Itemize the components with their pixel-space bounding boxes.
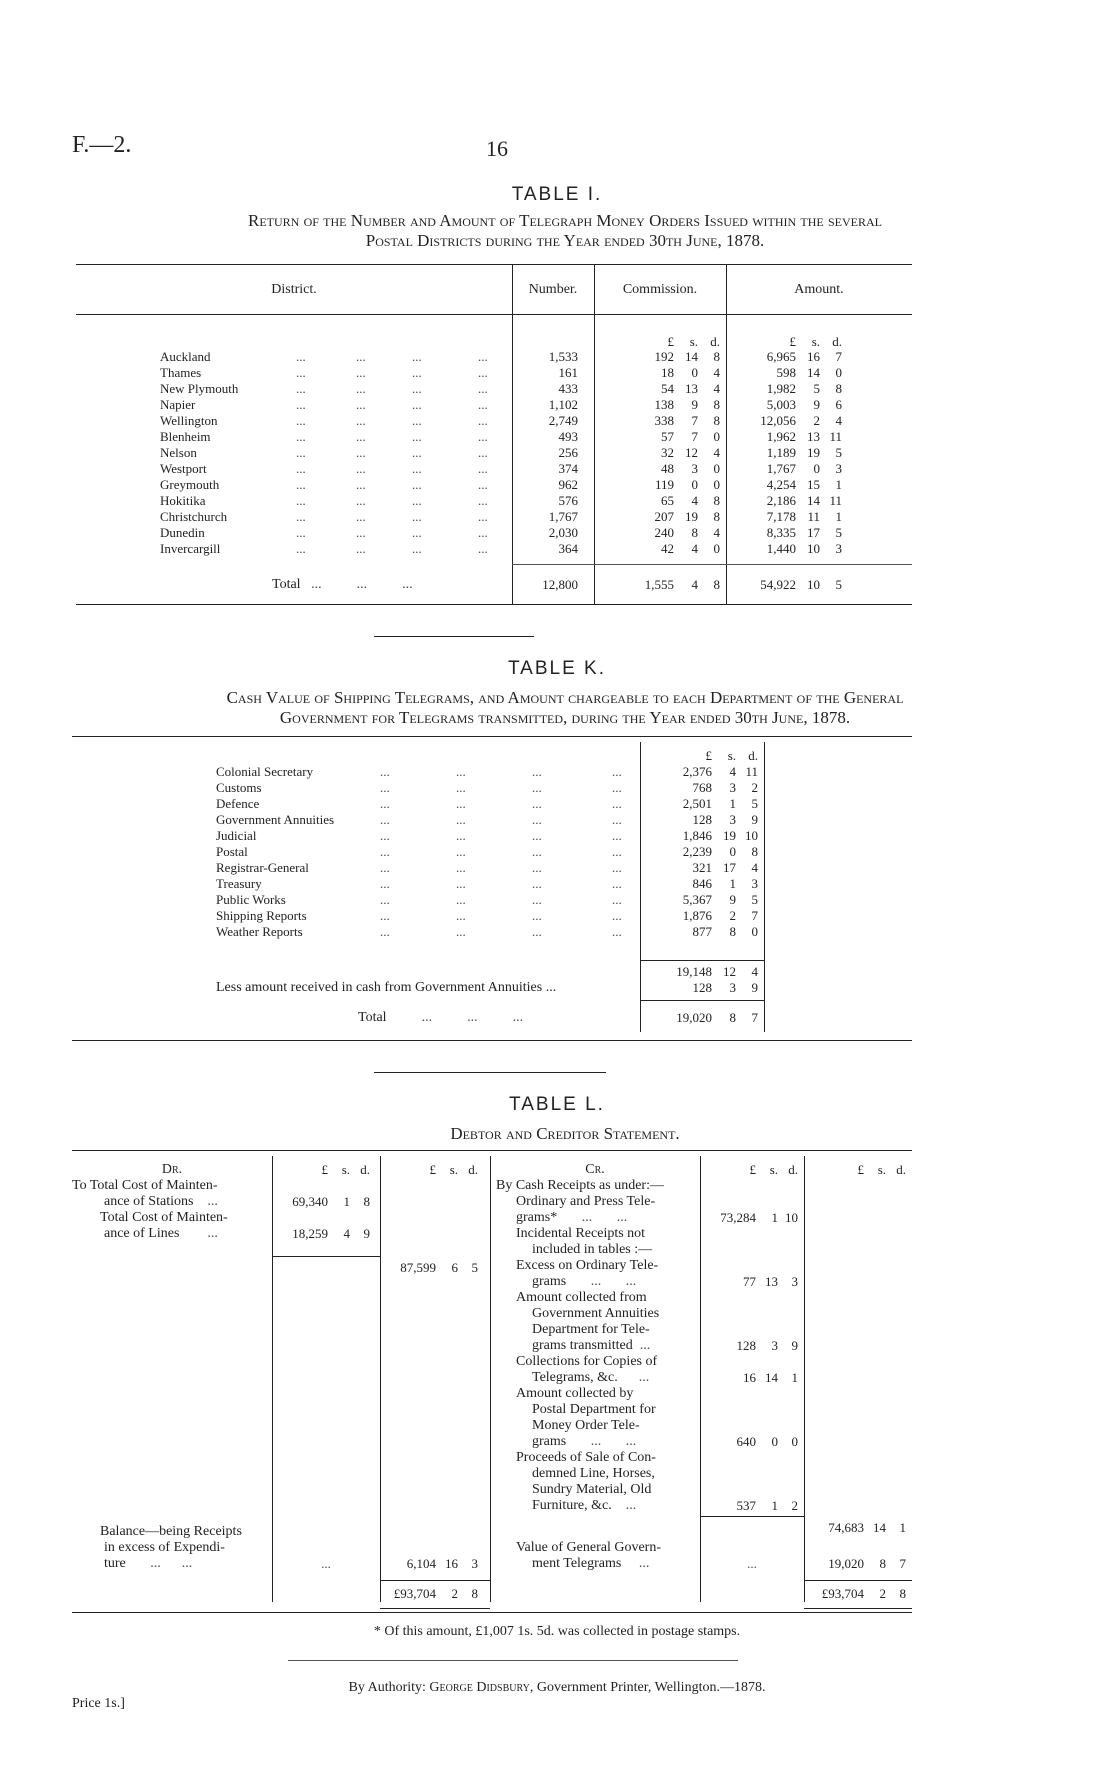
district-amount: 2,186 14 11 bbox=[766, 493, 842, 508]
cr-line-21: Furniture, &c. ... bbox=[532, 1498, 637, 1513]
leader-dots: ... bbox=[356, 381, 366, 396]
table-k-top-rule bbox=[72, 736, 912, 737]
table-i-total-label: Total ... ... ... bbox=[272, 577, 413, 592]
leader-dots: ... bbox=[380, 892, 390, 907]
cr-line-3: grams* ... ... bbox=[516, 1210, 628, 1225]
leader-dots: ... bbox=[456, 844, 466, 859]
cr-annuities-value: 128 3 9 bbox=[736, 1338, 798, 1353]
dr-stations-value: 69,340 1 8 bbox=[292, 1194, 370, 1209]
leader-dots: ... bbox=[380, 812, 390, 827]
table-l-rule-4 bbox=[700, 1156, 701, 1602]
leader-dots: ... bbox=[456, 876, 466, 891]
leader-dots: ... bbox=[612, 828, 622, 843]
department-name: Colonial Secretary bbox=[216, 764, 314, 779]
cr-line-9: Government Annuities bbox=[532, 1306, 660, 1321]
leader-dots: ... bbox=[532, 812, 542, 827]
department-name: Weather Reports bbox=[216, 924, 303, 939]
leader-dots: ... bbox=[412, 477, 422, 492]
table-l-rule-2 bbox=[380, 1156, 381, 1602]
imprint: By Authority: George Didsbury, Government Printer, Wellington.—1878. bbox=[348, 1680, 766, 1695]
header-number: Number. bbox=[528, 282, 578, 297]
district-amount: 8,335 17 5 bbox=[766, 525, 842, 540]
leader-dots: ... bbox=[412, 525, 422, 540]
leader-dots: ... bbox=[380, 924, 390, 939]
cr-col2-currency: £ s. d. bbox=[857, 1162, 906, 1177]
leader-dots: ... bbox=[532, 828, 542, 843]
leader-dots: ... bbox=[296, 461, 306, 476]
cr-copies-value: 16 14 1 bbox=[743, 1370, 798, 1385]
table-l-bottom-rule bbox=[72, 1612, 912, 1613]
department-name: Shipping Reports bbox=[216, 908, 307, 923]
department-value: 321 17 4 bbox=[692, 860, 758, 875]
district-amount: 12,056 2 4 bbox=[760, 413, 842, 428]
leader-dots: ... bbox=[612, 780, 622, 795]
department-value: 768 3 2 bbox=[692, 780, 758, 795]
table-k-col-rule-left bbox=[640, 742, 641, 1032]
district-commission: 65 4 8 bbox=[661, 493, 720, 508]
cr-total-rule bbox=[804, 1580, 912, 1581]
leader-dots: ... bbox=[296, 509, 306, 524]
leader-dots: ... bbox=[612, 796, 622, 811]
cr-line-18: Proceeds of Sale of Con- bbox=[516, 1450, 656, 1465]
leader-dots: ... bbox=[478, 509, 488, 524]
table-k-caption-line1: Cash Value of Shipping Telegrams, and Amount chargeable to each Department of the General bbox=[226, 688, 904, 707]
district-number: 364 bbox=[558, 541, 578, 556]
table-l-rule-5 bbox=[804, 1156, 805, 1602]
table-k-title: TABLE K. bbox=[507, 658, 606, 679]
leader-dots: ... bbox=[612, 876, 622, 891]
dr-line3: Total Cost of Mainten- bbox=[100, 1210, 228, 1225]
department-value: 5,367 9 5 bbox=[682, 892, 758, 907]
district-commission: 48 3 0 bbox=[661, 461, 720, 476]
leader-dots: ... bbox=[478, 397, 488, 412]
leader-dots: ... bbox=[456, 812, 466, 827]
district-name: Christchurch bbox=[160, 509, 228, 524]
leader-dots: ... bbox=[456, 780, 466, 795]
leader-dots: ... bbox=[412, 509, 422, 524]
district-name: Blenheim bbox=[160, 429, 211, 444]
imprint-rule bbox=[288, 1660, 738, 1661]
leader-dots: ... bbox=[532, 796, 542, 811]
leader-dots: ... bbox=[412, 413, 422, 428]
table-i-total-commission: 1,555 4 8 bbox=[644, 577, 720, 592]
leader-dots: ... bbox=[296, 541, 306, 556]
department-name: Judicial bbox=[216, 828, 257, 843]
district-amount: 598 14 0 bbox=[776, 365, 842, 380]
district-number: 1,102 bbox=[548, 397, 578, 412]
leader-dots: ... bbox=[296, 477, 306, 492]
leader-dots: ... bbox=[356, 429, 366, 444]
department-value: 128 3 9 bbox=[692, 812, 758, 827]
cr-heading: Cr. bbox=[585, 1162, 605, 1177]
table-l-footnote: * Of this amount, £1,007 1s. 5d. was collected in postage stamps. bbox=[373, 1624, 741, 1639]
district-amount: 1,982 5 8 bbox=[766, 381, 842, 396]
leader-dots: ... bbox=[412, 541, 422, 556]
leader-dots: ... bbox=[412, 493, 422, 508]
table-i-header-rule bbox=[76, 314, 912, 315]
table-l-title: TABLE L. bbox=[509, 1094, 605, 1115]
district-amount: 4,254 15 1 bbox=[766, 477, 842, 492]
district-commission: 207 19 8 bbox=[654, 509, 720, 524]
dr-balance-col1-dots: ... bbox=[321, 1556, 331, 1571]
leader-dots: ... bbox=[356, 413, 366, 428]
district-name: Invercargill bbox=[160, 541, 221, 556]
cr-line-11: grams transmitted ... bbox=[532, 1338, 651, 1353]
table-i-col-rule-2 bbox=[594, 264, 595, 604]
district-number: 2,749 bbox=[548, 413, 578, 428]
district-commission: 32 12 4 bbox=[661, 445, 720, 460]
table-k-less-label: Less amount received in cash from Government Annuities ... bbox=[216, 980, 557, 995]
district-amount: 1,767 0 3 bbox=[766, 461, 842, 476]
leader-dots: ... bbox=[412, 461, 422, 476]
district-name: Nelson bbox=[160, 445, 197, 460]
leader-dots: ... bbox=[412, 349, 422, 364]
header-commission: Commission. bbox=[622, 282, 698, 297]
dr-double-rule bbox=[380, 1608, 490, 1609]
table-i-total-amount: 54,922 10 5 bbox=[760, 577, 842, 592]
header-district: District. bbox=[271, 282, 317, 297]
cr-line-7: grams ... ... bbox=[532, 1274, 637, 1289]
district-name: Napier bbox=[160, 397, 196, 412]
dr-lines-value: 18,259 4 9 bbox=[292, 1226, 370, 1241]
leader-dots: ... bbox=[296, 445, 306, 460]
leader-dots: ... bbox=[612, 860, 622, 875]
department-name: Customs bbox=[216, 780, 262, 795]
district-number: 2,030 bbox=[548, 525, 578, 540]
table-l-rule-1 bbox=[272, 1156, 273, 1602]
table-i-total-rule bbox=[512, 564, 912, 565]
department-value: 1,846 19 10 bbox=[682, 828, 758, 843]
cr-gov-value: 19,020 8 7 bbox=[828, 1556, 906, 1571]
dr-col2-currency: £ s. d. bbox=[429, 1162, 478, 1177]
leader-dots: ... bbox=[380, 876, 390, 891]
cr-cash-total-value: 74,683 14 1 bbox=[828, 1520, 906, 1535]
leader-dots: ... bbox=[532, 844, 542, 859]
leader-dots: ... bbox=[356, 461, 366, 476]
dr-total-value: £93,704 2 8 bbox=[393, 1586, 478, 1601]
district-commission: 119 0 0 bbox=[654, 477, 720, 492]
cr-line-19: demned Line, Horses, bbox=[532, 1466, 655, 1481]
dr-balance-value: 6,104 16 3 bbox=[406, 1556, 478, 1571]
cr-line-10: Department for Tele- bbox=[532, 1322, 650, 1337]
leader-dots: ... bbox=[356, 541, 366, 556]
table-k-total-rule bbox=[640, 1000, 764, 1001]
leader-dots: ... bbox=[412, 397, 422, 412]
table-k-caption-line2: Government for Telegrams transmitted, during the Year ended 30th June, 1878. bbox=[279, 708, 851, 727]
cr-line-20: Sundry Material, Old bbox=[532, 1482, 652, 1497]
leader-dots: ... bbox=[356, 477, 366, 492]
department-name: Registrar-General bbox=[216, 860, 309, 875]
leader-dots: ... bbox=[456, 860, 466, 875]
leader-dots: ... bbox=[380, 780, 390, 795]
leader-dots: ... bbox=[456, 924, 466, 939]
leader-dots: ... bbox=[478, 525, 488, 540]
cr-double-rule bbox=[804, 1608, 912, 1609]
table-i-top-rule bbox=[76, 264, 912, 265]
district-commission: 42 4 0 bbox=[661, 541, 720, 556]
leader-dots: ... bbox=[478, 461, 488, 476]
cr-ordinary-value: 73,284 1 10 bbox=[720, 1210, 798, 1225]
leader-dots: ... bbox=[356, 525, 366, 540]
cr-line-15: Postal Department for bbox=[532, 1402, 656, 1417]
cr-gov-col1-dots: ... bbox=[747, 1556, 757, 1571]
leader-dots: ... bbox=[612, 844, 622, 859]
leader-dots: ... bbox=[296, 413, 306, 428]
district-number: 161 bbox=[558, 365, 578, 380]
district-commission: 138 9 8 bbox=[654, 397, 720, 412]
leader-dots: ... bbox=[412, 429, 422, 444]
district-amount: 5,003 9 6 bbox=[766, 397, 842, 412]
department-value: 2,501 1 5 bbox=[682, 796, 758, 811]
leader-dots: ... bbox=[456, 764, 466, 779]
dr-balance-line3: ture ... ... bbox=[104, 1556, 193, 1571]
leader-dots: ... bbox=[478, 381, 488, 396]
leader-dots: ... bbox=[356, 445, 366, 460]
leader-dots: ... bbox=[296, 525, 306, 540]
leader-dots: ... bbox=[478, 429, 488, 444]
district-number: 576 bbox=[558, 493, 578, 508]
dr-balance-line1: Balance—being Receipts bbox=[100, 1524, 242, 1539]
leader-dots: ... bbox=[478, 413, 488, 428]
cr-line-16: Money Order Tele- bbox=[532, 1418, 640, 1433]
department-name: Public Works bbox=[216, 892, 286, 907]
cr-line-13: Telegrams, &c. ... bbox=[532, 1370, 650, 1385]
district-number: 1,533 bbox=[548, 349, 578, 364]
district-number: 493 bbox=[558, 429, 578, 444]
district-commission: 18 0 4 bbox=[661, 365, 720, 380]
leader-dots: ... bbox=[380, 844, 390, 859]
leader-dots: ... bbox=[380, 764, 390, 779]
leader-dots: ... bbox=[456, 892, 466, 907]
district-amount: 1,189 19 5 bbox=[766, 445, 842, 460]
leader-dots: ... bbox=[296, 365, 306, 380]
dr-line4: ance of Lines ... bbox=[104, 1226, 218, 1241]
leader-dots: ... bbox=[296, 429, 306, 444]
leader-dots: ... bbox=[478, 477, 488, 492]
district-commission: 338 7 8 bbox=[654, 413, 720, 428]
cr-line-22: Value of General Govern- bbox=[516, 1540, 661, 1555]
leader-dots: ... bbox=[456, 828, 466, 843]
leader-dots: ... bbox=[532, 764, 542, 779]
leader-dots: ... bbox=[380, 860, 390, 875]
department-name: Defence bbox=[216, 796, 260, 811]
district-amount: 1,962 13 11 bbox=[766, 429, 842, 444]
leader-dots: ... bbox=[296, 349, 306, 364]
dr-line2: ance of Stations ... bbox=[104, 1194, 218, 1209]
department-value: 2,376 4 11 bbox=[682, 764, 758, 779]
department-name: Postal bbox=[216, 844, 248, 859]
table-k-less-value: 128 3 9 bbox=[692, 980, 758, 995]
cr-line-14: Amount collected by bbox=[516, 1386, 634, 1401]
cr-proceeds-value: 537 1 2 bbox=[736, 1498, 798, 1513]
district-name: Wellington bbox=[160, 413, 218, 428]
district-commission: 240 8 4 bbox=[654, 525, 720, 540]
dr-total-rule bbox=[380, 1580, 490, 1581]
district-number: 962 bbox=[558, 477, 578, 492]
page-number: 16 bbox=[486, 136, 508, 161]
table-i-title: TABLE I. bbox=[511, 184, 603, 205]
table-k-bottom-rule bbox=[72, 1040, 912, 1041]
table-k-currency-header: £ s. d. bbox=[705, 748, 758, 763]
price-label: Price 1s.] bbox=[72, 1696, 125, 1711]
cr-line-1: By Cash Receipts as under:— bbox=[496, 1178, 664, 1193]
leader-dots: ... bbox=[356, 349, 366, 364]
department-value: 2,239 0 8 bbox=[682, 844, 758, 859]
leader-dots: ... bbox=[478, 541, 488, 556]
leader-dots: ... bbox=[532, 860, 542, 875]
table-i-caption-line1: Return of the Number and Amount of Telegraph Money Orders Issued within the several bbox=[248, 211, 882, 230]
district-name: Hokitika bbox=[160, 493, 206, 508]
leader-dots: ... bbox=[532, 924, 542, 939]
dr-sum-value: 87,599 6 5 bbox=[400, 1260, 478, 1275]
leader-dots: ... bbox=[356, 493, 366, 508]
leader-dots: ... bbox=[380, 796, 390, 811]
department-name: Government Annuities bbox=[216, 812, 335, 827]
district-name: Thames bbox=[160, 365, 202, 380]
dr-balance-line2: in excess of Expendi- bbox=[104, 1540, 225, 1555]
leader-dots: ... bbox=[532, 780, 542, 795]
leader-dots: ... bbox=[478, 365, 488, 380]
cr-line-8: Amount collected from bbox=[516, 1290, 647, 1305]
table-k-col-rule-right bbox=[764, 742, 765, 1032]
leader-dots: ... bbox=[296, 381, 306, 396]
district-name: Greymouth bbox=[160, 477, 220, 492]
leader-dots: ... bbox=[296, 397, 306, 412]
table-i-col-rule-3 bbox=[726, 264, 727, 604]
table-l-rule-3 bbox=[490, 1156, 491, 1602]
table-i-total-number: 12,800 bbox=[542, 577, 578, 592]
leader-dots: ... bbox=[412, 365, 422, 380]
department-value: 877 8 0 bbox=[692, 924, 758, 939]
dr-col1-currency: £ s. d. bbox=[321, 1162, 370, 1177]
district-amount: 1,440 10 3 bbox=[766, 541, 842, 556]
leader-dots: ... bbox=[612, 908, 622, 923]
cr-total-value: £93,704 2 8 bbox=[821, 1586, 906, 1601]
leader-dots: ... bbox=[612, 924, 622, 939]
district-commission: 54 13 4 bbox=[661, 381, 720, 396]
dr-subtotal-rule bbox=[272, 1256, 380, 1257]
cr-line-17: grams ... ... bbox=[532, 1434, 637, 1449]
separator-rule bbox=[374, 636, 534, 637]
district-commission: 192 14 8 bbox=[654, 349, 720, 364]
table-l-caption: Debtor and Creditor Statement. bbox=[450, 1124, 680, 1143]
commission-currency-header: £ s. d. bbox=[667, 334, 720, 349]
district-name: Westport bbox=[160, 461, 207, 476]
cr-line-12: Collections for Copies of bbox=[516, 1354, 658, 1369]
leader-dots: ... bbox=[478, 445, 488, 460]
separator-rule-2 bbox=[374, 1072, 606, 1073]
leader-dots: ... bbox=[412, 381, 422, 396]
district-name: Auckland bbox=[160, 349, 211, 364]
district-name: New Plymouth bbox=[160, 381, 239, 396]
cr-line-4: Incidental Receipts not bbox=[516, 1226, 646, 1241]
table-k-subtotal-rule bbox=[640, 960, 764, 961]
leader-dots: ... bbox=[612, 892, 622, 907]
department-name: Treasury bbox=[216, 876, 262, 891]
leader-dots: ... bbox=[532, 892, 542, 907]
cr-line-5: included in tables :— bbox=[532, 1242, 653, 1257]
dr-line1: To Total Cost of Mainten- bbox=[72, 1178, 218, 1193]
leader-dots: ... bbox=[356, 509, 366, 524]
table-k-subtotal: 19,148 12 4 bbox=[676, 964, 758, 979]
header-amount: Amount. bbox=[794, 282, 844, 297]
district-commission: 57 7 0 bbox=[661, 429, 720, 444]
table-k-total-label: Total ... ... ... bbox=[358, 1010, 524, 1025]
leader-dots: ... bbox=[478, 349, 488, 364]
department-value: 846 1 3 bbox=[692, 876, 758, 891]
cr-subtotal-rule bbox=[700, 1516, 804, 1517]
table-k-total-value: 19,020 8 7 bbox=[676, 1010, 758, 1025]
leader-dots: ... bbox=[380, 908, 390, 923]
cr-excess-value: 77 13 3 bbox=[743, 1274, 798, 1289]
district-number: 433 bbox=[558, 381, 578, 396]
table-i-caption-line2: Postal Districts during the Year ended 30th June, 1878. bbox=[365, 231, 765, 250]
district-number: 256 bbox=[558, 445, 578, 460]
cr-line-6: Excess on Ordinary Tele- bbox=[516, 1258, 659, 1273]
district-amount: 6,965 16 7 bbox=[766, 349, 842, 364]
district-number: 1,767 bbox=[548, 509, 578, 524]
leader-dots: ... bbox=[478, 493, 488, 508]
cr-line-2: Ordinary and Press Tele- bbox=[516, 1194, 656, 1209]
document-reference: F.—2. bbox=[72, 132, 132, 158]
leader-dots: ... bbox=[356, 397, 366, 412]
district-name: Dunedin bbox=[160, 525, 205, 540]
cr-line-23: ment Telegrams ... bbox=[532, 1556, 650, 1571]
leader-dots: ... bbox=[412, 445, 422, 460]
leader-dots: ... bbox=[612, 764, 622, 779]
leader-dots: ... bbox=[380, 828, 390, 843]
leader-dots: ... bbox=[296, 493, 306, 508]
district-amount: 7,178 11 1 bbox=[766, 509, 842, 524]
cr-col1-currency: £ s. d. bbox=[749, 1162, 798, 1177]
dr-heading: Dr. bbox=[161, 1162, 183, 1177]
table-i-bottom-rule bbox=[76, 604, 912, 605]
district-number: 374 bbox=[558, 461, 578, 476]
amount-currency-header: £ s. d. bbox=[789, 334, 842, 349]
leader-dots: ... bbox=[532, 908, 542, 923]
leader-dots: ... bbox=[456, 908, 466, 923]
leader-dots: ... bbox=[456, 796, 466, 811]
department-value: 1,876 2 7 bbox=[682, 908, 758, 923]
leader-dots: ... bbox=[356, 365, 366, 380]
table-l-top-rule bbox=[72, 1150, 912, 1151]
cr-money-order-value: 640 0 0 bbox=[736, 1434, 798, 1449]
leader-dots: ... bbox=[532, 876, 542, 891]
leader-dots: ... bbox=[612, 812, 622, 827]
